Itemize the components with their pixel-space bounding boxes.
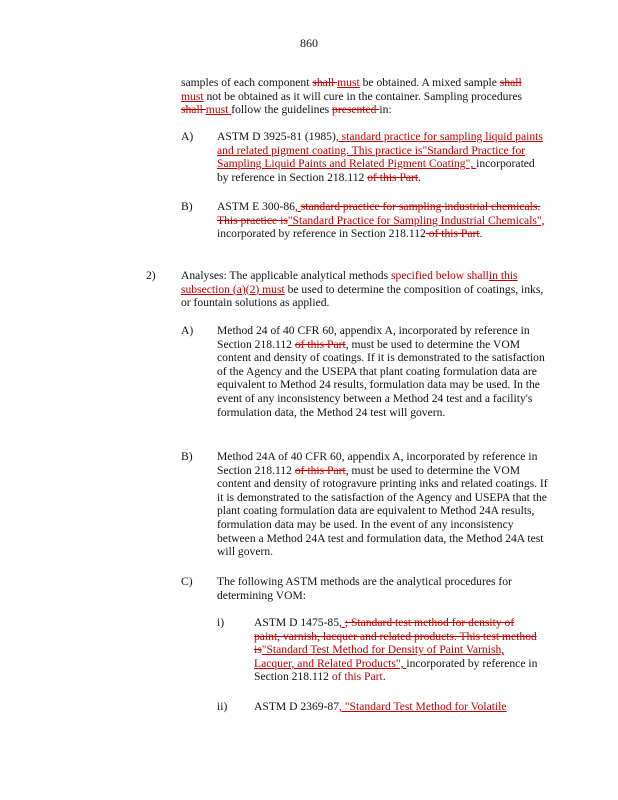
text-run: follow the guidelines	[231, 103, 333, 117]
deleted-text: of this Part	[294, 463, 346, 477]
section-2-text	[181, 269, 546, 310]
roman-ii-text	[254, 700, 539, 714]
text-run: not be obtained as it will cure in the container. Sampling procedures	[203, 89, 522, 103]
inserted-text: "Standard Test Method for Density of Paint Varnish, Lacquer, and Related Products",	[254, 643, 505, 670]
text-run: ASTM E 300-86	[217, 200, 295, 213]
text-run: in:	[379, 103, 392, 117]
text-run: ASTM D 2369-87	[254, 700, 340, 713]
text-run: be used to determine the composition of coatings, inks, or fountain solutions as applied.	[181, 282, 544, 310]
text-run: samples of each component	[181, 76, 313, 89]
text-run: The following ASTM methods are the analytical procedures for determining VOM:	[217, 575, 512, 602]
revised-text: specified below shall	[391, 269, 489, 282]
section-2-label: 2)	[146, 269, 156, 282]
subitem-c-label: C)	[181, 575, 193, 588]
inserted-text: in this subsection (a)(2) must	[181, 269, 518, 296]
text-run: .	[479, 227, 483, 241]
inserted-text: , standard practice for sampling liquid paints and related pigment coating. This practice is"Standard Practice for Sampling Liquid Paints and Related Pigment Coating",	[217, 130, 543, 171]
intro-paragraph	[181, 76, 543, 117]
revised-text: of this Part	[331, 670, 383, 684]
text-run: Method 24A of 40 CFR 60, appendix A, incorporated by reference in Section 218.112	[217, 450, 538, 477]
item-a-text	[217, 130, 547, 184]
text-run: .	[418, 170, 422, 184]
deleted-text: shall	[312, 76, 338, 89]
item-b-text	[217, 200, 547, 241]
subitem-b-text	[217, 450, 549, 559]
subitem-a-text	[217, 324, 549, 419]
inserted-text: ,	[294, 200, 301, 213]
deleted-text: standard practice for sampling industrial chemicals. This practice is	[217, 200, 541, 227]
subitem-a-label: A)	[181, 324, 194, 337]
text-run: Analyses: The applicable analytical methods	[181, 269, 392, 282]
text-run: , must be used to determine the VOM content and density of rotogravure printing inks and related coatings. If it is demonstrated to the satisfaction of the Agency and USEPA that the plant coating formulation data are equivalent to Method 24A results, formulation data may be used. In the event of any inconsistency between a Method 24A test and formulation data, the Method 24A test will govern.	[217, 463, 548, 559]
text-run: incorporated by reference in Section 218.112	[217, 157, 535, 184]
deleted-text: presented	[332, 103, 380, 117]
inserted-text: must	[205, 103, 232, 117]
subitem-c-text	[217, 575, 542, 602]
item-b-label: B)	[181, 200, 193, 213]
deleted-text: of this Part	[294, 337, 346, 351]
text-run: ASTM D 1475-85	[254, 616, 340, 629]
subitem-b-label: B)	[181, 450, 193, 463]
inserted-text: "Standard Practice for Sampling Industrial Chemicals",	[287, 213, 545, 227]
deleted-text: of this Part	[425, 227, 480, 241]
text-run: .	[382, 670, 386, 684]
inserted-text: , "Standard Test Method for Volatile	[339, 700, 507, 713]
inserted-text: ,	[339, 616, 345, 629]
page-number: 860	[300, 36, 318, 50]
text-run: , must be used to determine the VOM content and density of coatings. If it is demonstrated to the satisfaction of the Agency and the USEPA that plant coating formulation data are equivalent to Method 24 results, formulation data may be used. In the event of any inconsistency between a Method 24 test and a facility's formulation data, the Method 24 test will govern.	[217, 337, 545, 419]
deleted-text: shall	[499, 76, 522, 89]
deleted-text: ; Standard test method for density of paint, varnish, lacquer and related products. This test method is	[254, 616, 537, 657]
roman-ii-label: ii)	[217, 700, 228, 713]
roman-i-label: i)	[217, 616, 225, 629]
text-run: Method 24 of 40 CFR 60, appendix A, incorporated by reference in Section 218.112	[217, 324, 530, 351]
item-a-label: A)	[181, 130, 194, 143]
deleted-text: shall	[181, 103, 206, 117]
deleted-text: of this Part	[367, 170, 419, 184]
inserted-text: must	[181, 89, 204, 103]
text-run: ASTM D 3925-81 (1985)	[217, 130, 336, 143]
text-run: be obtained. A mixed sample	[359, 76, 500, 89]
roman-i-text	[254, 616, 539, 684]
text-run: incorporated by reference in Section 218.112	[217, 227, 426, 241]
text-run: incorporated by reference in Section 218.112	[254, 656, 538, 684]
inserted-text: must	[337, 76, 360, 89]
